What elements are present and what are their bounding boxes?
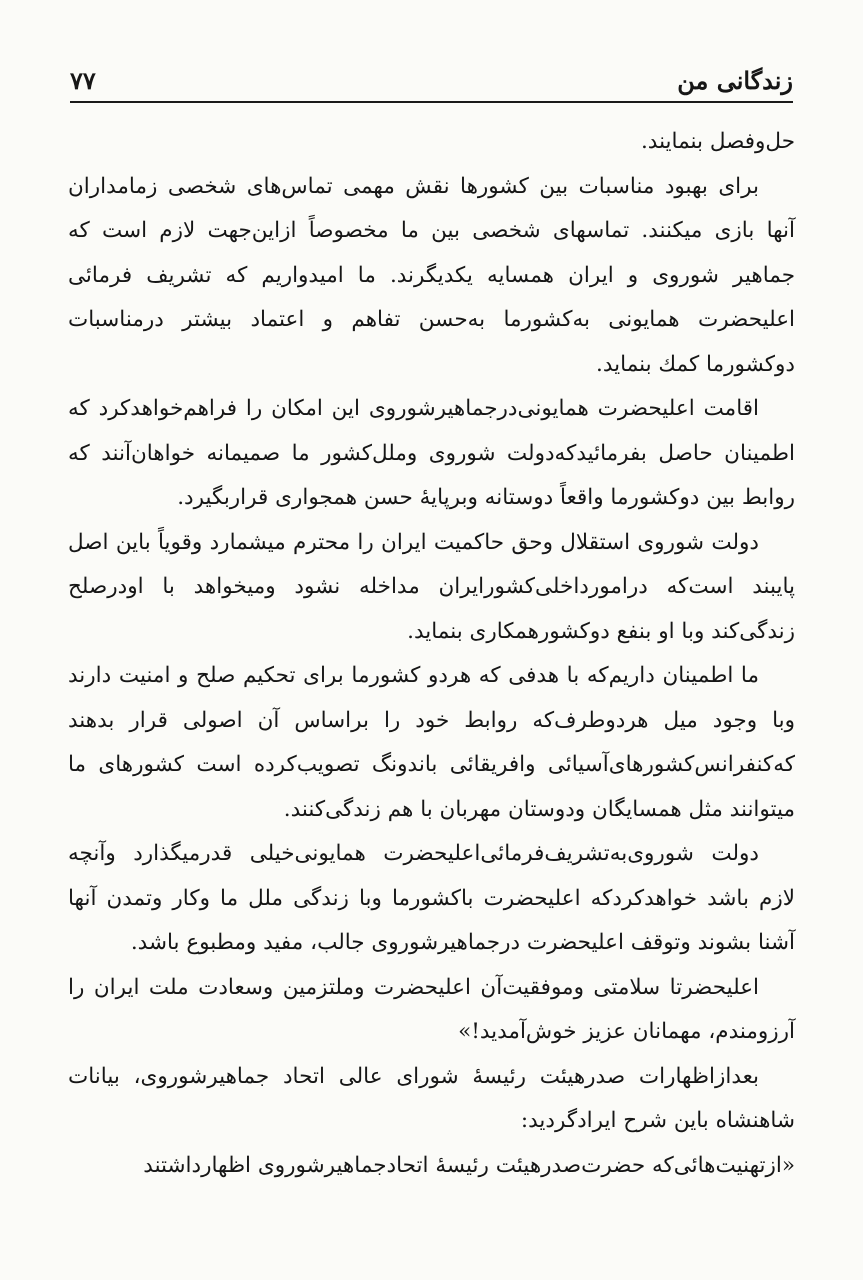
paragraph: ما اطمینان داریم‌که با هدفی که هردو کشورما برای تحکیم صلح و امنیت دارند وبا وجود میل هردوطرف‌که روابط خود را براساس آن اصولی قرار بدهند که‌کنفرانس‌کشورهای‌آسیائی وافریقائی باندونگ تصویب‌کرده است کشورهای ما میتوانند مثل همسایگان ودوستان مهربان با هم زندگی‌کنند. bbox=[68, 663, 795, 822]
paragraph: «ازتهنیت‌هائی‌که حضرت‌صدرهیئت رئیسهٔ اتحادجماهیرشوروی اظهارداشتند bbox=[143, 1152, 795, 1178]
paragraph: حل‌وفصل بنمایند. bbox=[640, 129, 795, 154]
page-number: ۷۷ bbox=[70, 65, 96, 95]
paragraph: اقامت اعلیحضرت همایونی‌درجماهیرشوروی این امکان را فراهم‌خواهدکرد که اطمینان حاصل بفرمائیدکه‌دولت شوروی وملل‌کشور ما صمیمانه خواهان‌آنند که روابط بین دوکشورما واقعاً دوستانه وبرپایهٔ حسن همجواری قراربگیرد. bbox=[68, 396, 795, 510]
paragraph: برای بهبود مناسبات بین کشورها نقش مهمی تماس‌های شخصی زمامداران آنها بازی میکنند. تماسهای شخصی بین ما مخصوصاً ازاین‌جهت لازم است که جماهیر شوروی و ایران همسایه یکدیگرند. ما امیدواریم که تشریف فرمائی اعلیحضرت همایونی به‌کشورما به‌حسن تفاهم و اعتماد بیشتر درمناسبات دوکشورما کمك بنماید. bbox=[68, 173, 795, 377]
paragraph: اعلیحضرتا سلامتی وموفقیت‌آن اعلیحضرت وملتزمین وسعادت ملت ایران را آرزومندم، مهمانان عزیز خوش‌آمدید!» bbox=[68, 974, 795, 1044]
paragraph: دولت شوروی استقلال وحق حاکمیت ایران را محترم میشمارد وقویاً باین اصل پایبند است‌که درامورداخلی‌کشورایران مداخله نشود ومیخواهد با اودرصلح زندگی‌کند وبا او بنفع دوکشورهمکاری بنماید. bbox=[68, 529, 795, 644]
paragraph: دولت شوروی‌به‌تشریف‌فرمائی‌اعلیحضرت همایونی‌خیلی قدرمیگذارد وآنچه لازم باشد خواهدکردکه اعلیحضرت باکشورما وبا زندگی ملل ما وکار وتمدن آنها آشنا بشوند وتوقف اعلیحضرت درجماهیرشوروی جالب، مفید ومطبوع باشد. bbox=[68, 841, 795, 955]
page-header bbox=[70, 60, 793, 100]
header-rule bbox=[70, 101, 793, 103]
paragraph: بعدازاظهارات صدرهیئت رئیسهٔ شورای عالی اتحاد جماهیرشوروی، بیانات شاهنشاه باین شرح ایرادگردید: bbox=[68, 1063, 795, 1133]
running-title: زندگانی من bbox=[677, 65, 793, 95]
body-text bbox=[68, 120, 795, 1188]
